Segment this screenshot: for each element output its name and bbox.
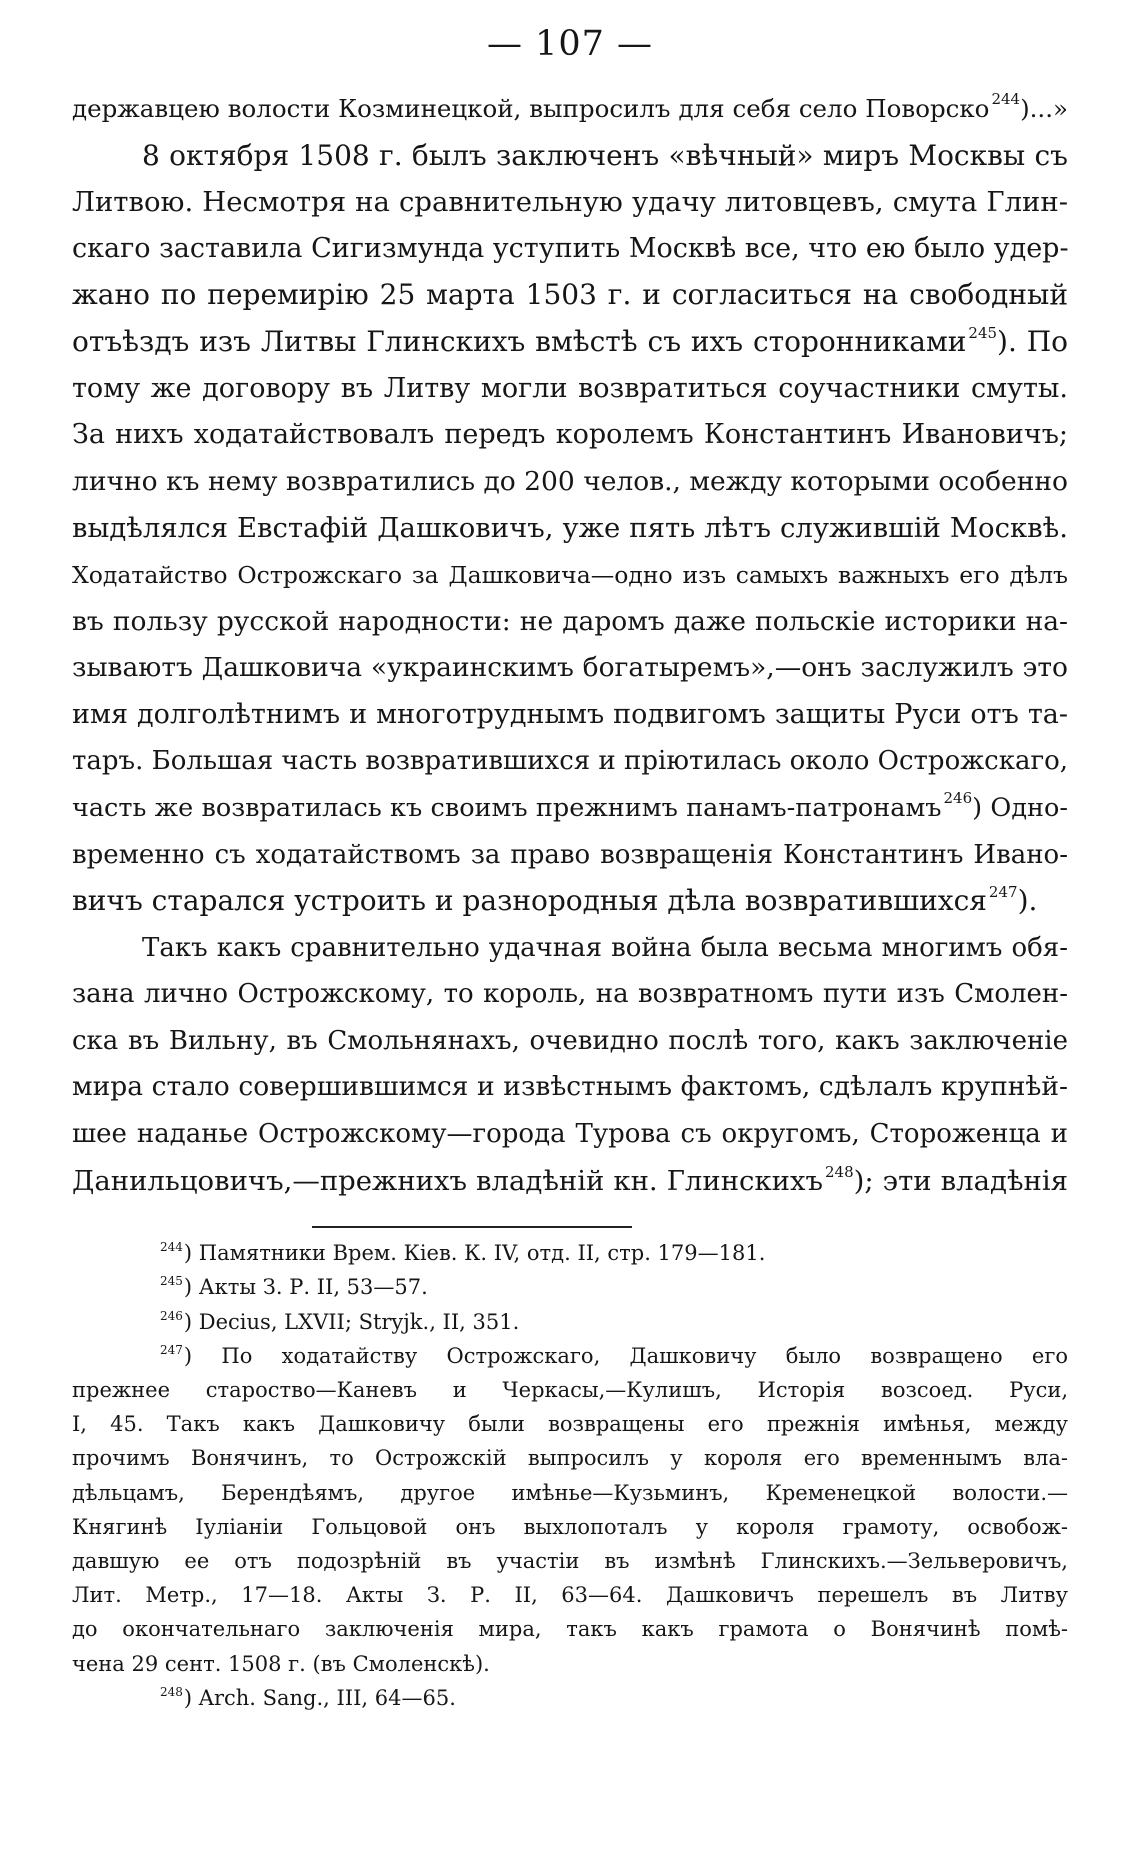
text-line: имя долголѣтнимъ и многотруднымъ подвигомъ защиты Руси отъ та- bbox=[72, 698, 1068, 730]
text-line: мира стало совершившимся и извѣстнымъ фактомъ, сдѣлалъ крупнѣй- bbox=[72, 1071, 1068, 1103]
text-line: временно съ ходатайствомъ за право возвращенія Константинъ Ивано- bbox=[72, 839, 1068, 870]
text-line: скаго заставила Сигизмунда уступить Москвѣ все, что ею было удер- bbox=[72, 232, 1069, 264]
footnote-line: прочимъ Вонячинъ, то Острожскій выпросилъ у короля его временнымъ вла- bbox=[72, 1446, 1068, 1471]
footnote-number: 247 bbox=[160, 1342, 183, 1357]
footnote: $^{248}$) Arch. Sang., III, 64—65. bbox=[160, 1684, 456, 1710]
footnote-ref: 244 bbox=[991, 90, 1021, 108]
footnote-line: дѣльцамъ, Берендѣямъ, другое имѣнье—Кузьминъ, Кременецкой волости.— bbox=[72, 1480, 1068, 1505]
footnote-line: прежнее староство—Каневъ и Черкасы,—Кулишъ, Исторія возсоед. Руси, bbox=[72, 1378, 1068, 1402]
text-line: лично къ нему возвратились до 200 челов., между которыми особенно bbox=[72, 465, 1068, 497]
footnote-line: давшую ее отъ подозрѣній въ участіи въ измѣнѣ Глинскихъ.—Зельверовичъ, bbox=[72, 1548, 1068, 1573]
text-line: Такъ какъ сравнительно удачная война была весьма многимъ обя- bbox=[142, 932, 1068, 963]
text-line: жано по перемирію 25 марта 1503 г. и согласиться на свободный bbox=[72, 278, 1068, 312]
footnotes bbox=[72, 1236, 1068, 1715]
text-line: выдѣлялся Евстафій Дашковичъ, уже пять лѣтъ служившій Москвѣ. bbox=[72, 512, 1068, 545]
footnote-line: I, 45. Такъ какъ Дашковичу были возвращены его прежнія имѣнья, между bbox=[72, 1412, 1068, 1437]
footnote-number: 244 bbox=[160, 1240, 183, 1255]
text-line: 8 октября 1508 г. былъ заключенъ «вѣчный» миръ Москвы съ bbox=[142, 138, 1068, 172]
text-line: За нихъ ходатайствовалъ передъ королемъ Константинъ Ивановичъ; bbox=[72, 419, 1068, 451]
footnote-number: 245 bbox=[160, 1274, 183, 1289]
text-line: зана лично Острожскому, то король, на возвратномъ пути изъ Смолен- bbox=[72, 979, 1068, 1010]
text-line: Ходатайство Острожскаго за Дашковича—одно изъ самыхъ важныхъ его дѣлъ bbox=[72, 560, 1068, 589]
footnote-ref: 248 bbox=[824, 1162, 854, 1181]
text-line: тому же договору въ Литву могли возвратиться соучастники смуты. bbox=[72, 372, 1068, 404]
footnote-line: до окончательнаго заключенія мира, такъ какъ грамота о Вонячинѣ помѣ- bbox=[72, 1617, 1068, 1642]
footnote-ref: 247 bbox=[988, 883, 1018, 902]
footnote-line: чена 29 сент. 1508 г. (въ Смоленскѣ). bbox=[72, 1651, 490, 1676]
text-line: въ пользу русской народности: не даромъ даже польскіе историки на- bbox=[72, 605, 1068, 637]
text-line: державцею волости Козминецкой, выпросилъ для себя село Поворско $^{244}$)...» bbox=[72, 90, 1068, 123]
text-line: зываютъ Дашковича «украинскимъ богатыремъ»,—онъ заслужилъ это bbox=[72, 652, 1068, 684]
footnote-ref: 246 bbox=[943, 788, 973, 807]
footnote-number: 246 bbox=[160, 1308, 183, 1323]
text-line: ска въ Вильну, въ Смольнянахъ, очевидно послѣ того, какъ заключеніе bbox=[72, 1025, 1068, 1056]
text-line: Данильцовичъ,—прежнихъ владѣній кн. Глинскихъ $^{248}$); эти владѣнія bbox=[72, 1162, 1068, 1197]
footnote-divider bbox=[312, 1226, 632, 1228]
footnote: $^{247}$) По ходатайству Острожскаго, Дашковичу было возвращено его bbox=[160, 1342, 1068, 1368]
text-line: шее наданье Острожскому—города Турова съ округомъ, Стороженца и bbox=[72, 1119, 1068, 1150]
footnote-line: Лит. Метр., 17—18. Акты З. Р. II, 63—64. Дашковичъ перешелъ въ Литву bbox=[72, 1583, 1068, 1608]
footnote-ref: 245 bbox=[968, 323, 998, 342]
book-page bbox=[72, 24, 1068, 1715]
page-number: — 107 — bbox=[486, 24, 654, 64]
main-text bbox=[72, 86, 1068, 1204]
footnote: $^{244}$) Памятники Врем. Кіев. К. IV, отд. II, стр. 179—181. bbox=[160, 1240, 766, 1266]
text-line: отъѣздъ изъ Литвы Глинскихъ вмѣстѣ съ ихъ сторонниками $^{245}$). По bbox=[72, 323, 1068, 358]
text-line: вичъ старался устроить и разнородныя дѣла возвратившихся $^{247}$). bbox=[72, 883, 1038, 918]
text-line: Литвою. Несмотря на сравнительную удачу литовцевъ, смута Глин- bbox=[72, 186, 1068, 219]
text-line: часть же возвратилась къ своимъ прежнимъ панамъ-патронамъ $^{246}$) Одно- bbox=[72, 788, 1068, 823]
text-line: таръ. Большая часть возвратившихся и пріютилась около Острожскаго, bbox=[72, 746, 1068, 777]
footnote-line: Княгинѣ Іуліаніи Гольцовой онъ выхлопоталъ у короля грамоту, освобож- bbox=[72, 1514, 1068, 1539]
footnote: $^{246}$) Decius, LXVII; Stryjk., II, 351. bbox=[160, 1308, 520, 1334]
footnote: $^{245}$) Акты З. Р. II, 53—57. bbox=[160, 1274, 428, 1300]
footnote-number: 248 bbox=[160, 1684, 183, 1699]
